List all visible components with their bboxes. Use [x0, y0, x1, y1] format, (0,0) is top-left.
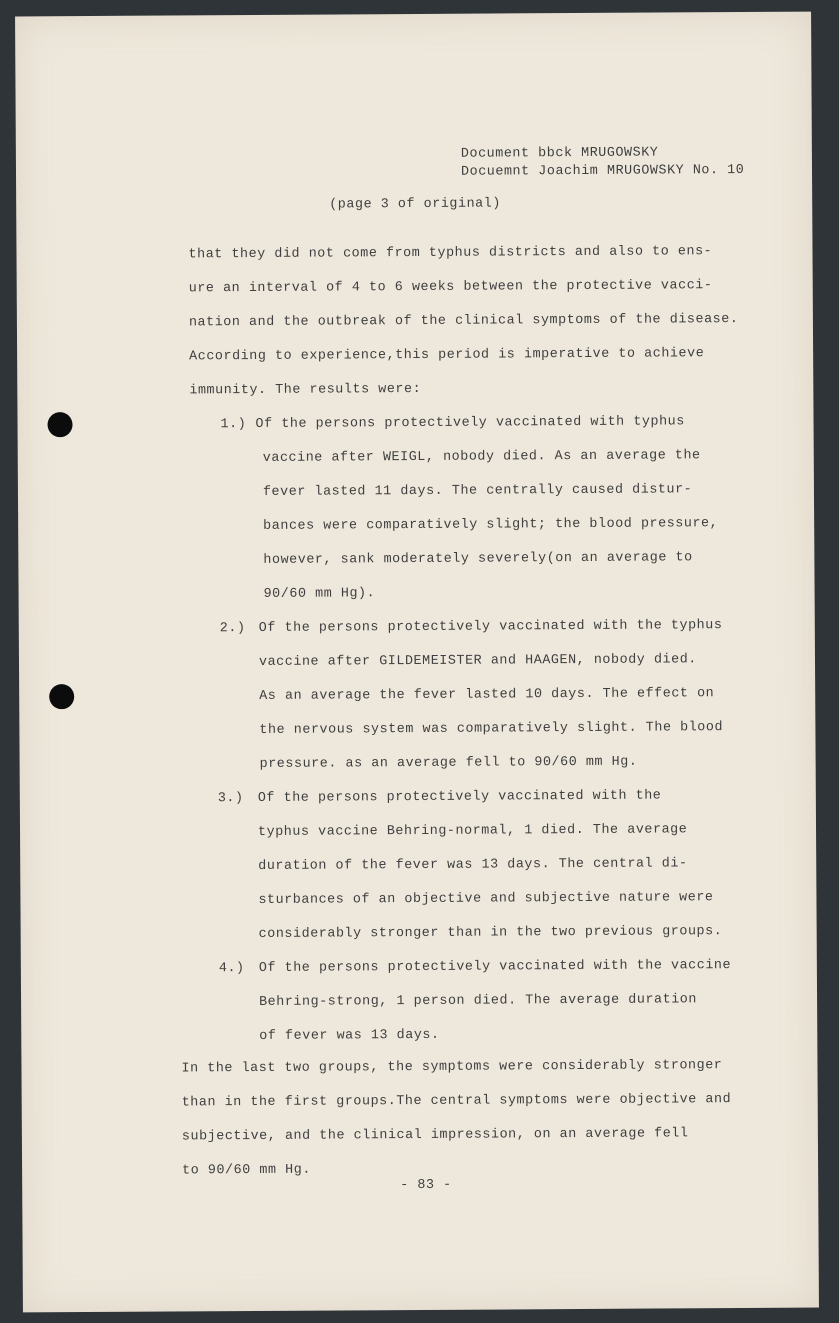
list-item-line: considerably stronger than in the two previous groups. — [258, 924, 723, 942]
list-item-line: bances were comparatively slight; the blood pressure, — [263, 516, 719, 534]
list-item-line: pressure. as an average fell to 90/60 mm Hg. — [259, 754, 638, 772]
list-item-line: vaccine after WEIGL, nobody died. As an average the — [262, 448, 701, 466]
list-item-line: As an average the fever lasted 10 days. The effect on — [259, 686, 715, 704]
list-item-number: 4.) — [218, 961, 245, 977]
punch-hole — [47, 412, 72, 437]
list-item-number: 3.) — [217, 791, 244, 807]
body-line: subjective, and the clinical impression, on an average fell — [181, 1126, 689, 1145]
body-line: In the last two groups, the symptoms were considerably stronger — [181, 1058, 723, 1077]
list-item-line: the nervous system was comparatively slight. The blood — [259, 720, 724, 738]
list-item-line: however, sank moderately severely(on an average to — [263, 550, 693, 568]
list-item-line: Of the persons protectively vaccinated with the — [257, 788, 662, 806]
list-item-line: typhus vaccine Behring-normal, 1 died. The average — [257, 822, 688, 840]
list-item-number: 2.) — [219, 621, 246, 637]
list-item-line: of fever was 13 days. — [259, 1027, 440, 1044]
list-item-line: Of the persons protectively vaccinated with the vaccine — [258, 958, 732, 976]
list-item-number: 1.) — [220, 417, 247, 433]
document-page — [15, 12, 819, 1313]
list-item-line: Of the persons protectively vaccinated with typhus — [255, 414, 685, 432]
list-item-line: Behring-strong, 1 person died. The average duration — [259, 992, 697, 1010]
body-line: than in the first groups.The central symptoms were objective and — [181, 1092, 732, 1111]
document-header-line-1: Document bbck MRUGOWSKY — [460, 145, 659, 162]
list-item-line: Of the persons protectively vaccinated with the typhus — [258, 618, 723, 636]
body-line: According to experience,this period is imperative to achieve — [189, 346, 705, 365]
list-item-line: 90/60 mm Hg). — [263, 586, 376, 602]
list-item-line: vaccine after GILDEMEISTER and HAAGEN, nobody died. — [258, 652, 697, 670]
body-line: that they did not come from typhus districts and also to ens- — [188, 244, 713, 263]
body-line: ure an interval of 4 to 6 weeks between the protective vacci- — [188, 278, 713, 297]
punch-hole — [49, 684, 74, 709]
body-line: nation and the outbreak of the clinical symptoms of the disease. — [188, 312, 739, 331]
list-item-line: sturbances of an objective and subjective nature were — [258, 890, 714, 908]
body-line: to 90/60 mm Hg. — [182, 1162, 311, 1179]
document-header-line-2: Docuemnt Joachim MRUGOWSKY No. 10 — [460, 162, 745, 180]
page-number: - 83 - — [400, 1177, 452, 1194]
body-line: immunity. The results were: — [189, 381, 422, 399]
page-of-original-note: (page 3 of original) — [329, 196, 501, 213]
list-item-line: fever lasted 11 days. The centrally caused distur- — [262, 482, 693, 500]
list-item-line: duration of the fever was 13 days. The central di- — [258, 856, 688, 874]
